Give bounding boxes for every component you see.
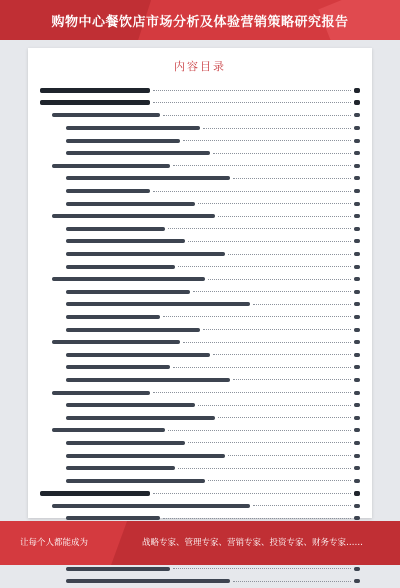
toc-page-number-placeholder [354, 252, 360, 256]
toc-leader-dots [233, 178, 351, 179]
footer-band [0, 521, 400, 565]
toc-leader-dots [213, 354, 351, 355]
toc-entry[interactable] [40, 97, 360, 110]
toc-leader-dots [233, 581, 351, 582]
toc-page-number-placeholder [354, 340, 360, 344]
report-title: 购物中心餐饮店市场分析及体验营销策略研究报告 [51, 15, 349, 30]
toc-page-number-placeholder [354, 579, 360, 583]
toc-leader-dots [153, 102, 351, 103]
toc-entry-title-placeholder [66, 265, 175, 269]
toc-entry-title-placeholder [66, 466, 175, 470]
toc-leader-dots [188, 241, 351, 242]
toc-entry-title-placeholder [66, 290, 190, 294]
toc-leader-dots [183, 140, 351, 141]
toc-leader-dots [153, 493, 351, 494]
toc-entry[interactable] [40, 449, 360, 462]
toc-leader-dots [208, 480, 351, 481]
toc-entry[interactable] [40, 223, 360, 236]
toc-leader-dots [183, 342, 351, 343]
toc-entry[interactable] [40, 197, 360, 210]
toc-page-number-placeholder [354, 239, 360, 243]
toc-leader-dots [178, 468, 351, 469]
toc-entry[interactable] [40, 260, 360, 273]
toc-leader-dots [153, 392, 351, 393]
toc-entry-title-placeholder [40, 491, 150, 496]
toc-entry[interactable] [40, 248, 360, 261]
toc-entry[interactable] [40, 575, 360, 588]
toc-leader-dots [208, 279, 351, 280]
toc-page-number-placeholder [354, 227, 360, 231]
toc-entry-title-placeholder [66, 189, 150, 193]
toc-list [40, 84, 360, 588]
toc-page-number-placeholder [354, 416, 360, 420]
toc-page-number-placeholder [354, 176, 360, 180]
toc-page-number-placeholder [354, 466, 360, 470]
toc-entry-title-placeholder [66, 227, 165, 231]
footer-tagline: 让每个人都能成为 [20, 538, 89, 548]
toc-entry-title-placeholder [52, 164, 170, 168]
toc-entry-title-placeholder [66, 454, 225, 458]
toc-page-number-placeholder [354, 353, 360, 357]
toc-entry[interactable] [40, 474, 360, 487]
toc-page-number-placeholder [354, 328, 360, 332]
toc-leader-dots [173, 367, 351, 368]
toc-entry-title-placeholder [66, 479, 205, 483]
toc-entry[interactable] [40, 84, 360, 97]
toc-entry-title-placeholder [66, 139, 180, 143]
toc-page-number-placeholder [354, 88, 360, 93]
toc-entry[interactable] [40, 286, 360, 299]
toc-heading: 内容目录 [174, 60, 226, 73]
toc-leader-dots [153, 191, 351, 192]
toc-page-number-placeholder [354, 113, 360, 117]
toc-entry-title-placeholder [66, 441, 185, 445]
toc-entry-title-placeholder [52, 214, 215, 218]
toc-page-number-placeholder [354, 567, 360, 571]
toc-entry[interactable] [40, 160, 360, 173]
toc-leader-dots [218, 216, 351, 217]
toc-entry[interactable] [40, 500, 360, 513]
toc-entry-title-placeholder [66, 302, 250, 306]
toc-entry-title-placeholder [40, 88, 150, 93]
toc-leader-dots [168, 430, 351, 431]
toc-leader-dots [198, 203, 351, 204]
toc-entry-title-placeholder [52, 428, 165, 432]
toc-leader-dots [253, 505, 351, 506]
toc-entry[interactable] [40, 411, 360, 424]
toc-entry-title-placeholder [52, 340, 180, 344]
toc-entry[interactable] [40, 437, 360, 450]
toc-entry[interactable] [40, 172, 360, 185]
toc-leader-dots [233, 379, 351, 380]
toc-entry[interactable] [40, 361, 360, 374]
toc-page-number-placeholder [354, 428, 360, 432]
toc-entry[interactable] [40, 348, 360, 361]
toc-entry-title-placeholder [66, 579, 230, 583]
toc-entry[interactable] [40, 185, 360, 198]
toc-leader-dots [153, 90, 351, 91]
toc-entry[interactable] [40, 122, 360, 135]
toc-page-number-placeholder [354, 391, 360, 395]
toc-page-number-placeholder [354, 164, 360, 168]
toc-leader-dots [218, 417, 351, 418]
footer-roles: 战略专家、管理专家、营销专家、投资专家、财务专家…… [142, 538, 364, 548]
toc-page-number-placeholder [354, 504, 360, 508]
toc-entry[interactable] [40, 424, 360, 437]
toc-entry-title-placeholder [66, 403, 195, 407]
toc-entry[interactable] [40, 109, 360, 122]
toc-entry[interactable] [40, 374, 360, 387]
toc-page-number-placeholder [354, 214, 360, 218]
toc-entry-title-placeholder [66, 378, 230, 382]
toc-page-number-placeholder [354, 516, 360, 520]
toc-page-number-placeholder [354, 491, 360, 496]
toc-entry[interactable] [40, 487, 360, 500]
toc-leader-dots [163, 518, 351, 519]
toc-leader-dots [188, 442, 351, 443]
toc-entry[interactable] [40, 147, 360, 160]
toc-leader-dots [178, 266, 351, 267]
toc-entry-title-placeholder [66, 416, 215, 420]
toc-entry[interactable] [40, 323, 360, 336]
toc-entry-title-placeholder [66, 252, 225, 256]
toc-entry-title-placeholder [66, 567, 170, 571]
toc-entry-title-placeholder [66, 176, 230, 180]
toc-leader-dots [228, 455, 351, 456]
toc-leader-dots [163, 115, 351, 116]
toc-leader-dots [253, 304, 351, 305]
toc-page-number-placeholder [354, 126, 360, 130]
toc-page-number-placeholder [354, 454, 360, 458]
toc-leader-dots [203, 329, 351, 330]
toc-page-number-placeholder [354, 378, 360, 382]
toc-entry-title-placeholder [66, 516, 160, 520]
toc-entry-title-placeholder [52, 113, 160, 117]
toc-entry[interactable] [40, 235, 360, 248]
toc-entry[interactable] [40, 336, 360, 349]
toc-leader-dots [203, 128, 351, 129]
toc-page [28, 48, 372, 518]
toc-entry-title-placeholder [40, 100, 150, 105]
toc-entry[interactable] [40, 273, 360, 286]
toc-page-number-placeholder [354, 189, 360, 193]
toc-entry[interactable] [40, 134, 360, 147]
header-band [0, 0, 400, 40]
toc-entry-title-placeholder [66, 365, 170, 369]
toc-entry-title-placeholder [66, 328, 200, 332]
toc-page-number-placeholder [354, 365, 360, 369]
toc-page-number-placeholder [354, 277, 360, 281]
toc-entry-title-placeholder [66, 202, 195, 206]
toc-page-number-placeholder [354, 202, 360, 206]
toc-entry[interactable] [40, 386, 360, 399]
toc-entry[interactable] [40, 210, 360, 223]
toc-page-number-placeholder [354, 315, 360, 319]
toc-page-number-placeholder [354, 265, 360, 269]
toc-leader-dots [198, 405, 351, 406]
toc-entry[interactable] [40, 399, 360, 412]
toc-page-number-placeholder [354, 441, 360, 445]
toc-entry[interactable] [40, 462, 360, 475]
toc-entry-title-placeholder [52, 504, 250, 508]
toc-page-number-placeholder [354, 403, 360, 407]
toc-entry-title-placeholder [52, 277, 205, 281]
toc-leader-dots [213, 153, 351, 154]
toc-page-number-placeholder [354, 302, 360, 306]
toc-entry-title-placeholder [52, 391, 150, 395]
toc-page-number-placeholder [354, 290, 360, 294]
toc-leader-dots [173, 165, 351, 166]
toc-page-number-placeholder [354, 100, 360, 105]
toc-entry-title-placeholder [66, 315, 160, 319]
toc-page-number-placeholder [354, 479, 360, 483]
toc-leader-dots [163, 316, 351, 317]
toc-entry-title-placeholder [66, 239, 185, 243]
toc-entry-title-placeholder [66, 126, 200, 130]
toc-leader-dots [173, 568, 351, 569]
toc-entry[interactable] [40, 298, 360, 311]
toc-entry-title-placeholder [66, 151, 210, 155]
toc-leader-dots [193, 291, 351, 292]
toc-page-number-placeholder [354, 139, 360, 143]
toc-entry-title-placeholder [66, 353, 210, 357]
toc-leader-dots [168, 228, 351, 229]
toc-page-number-placeholder [354, 151, 360, 155]
toc-entry[interactable] [40, 311, 360, 324]
toc-leader-dots [228, 254, 351, 255]
